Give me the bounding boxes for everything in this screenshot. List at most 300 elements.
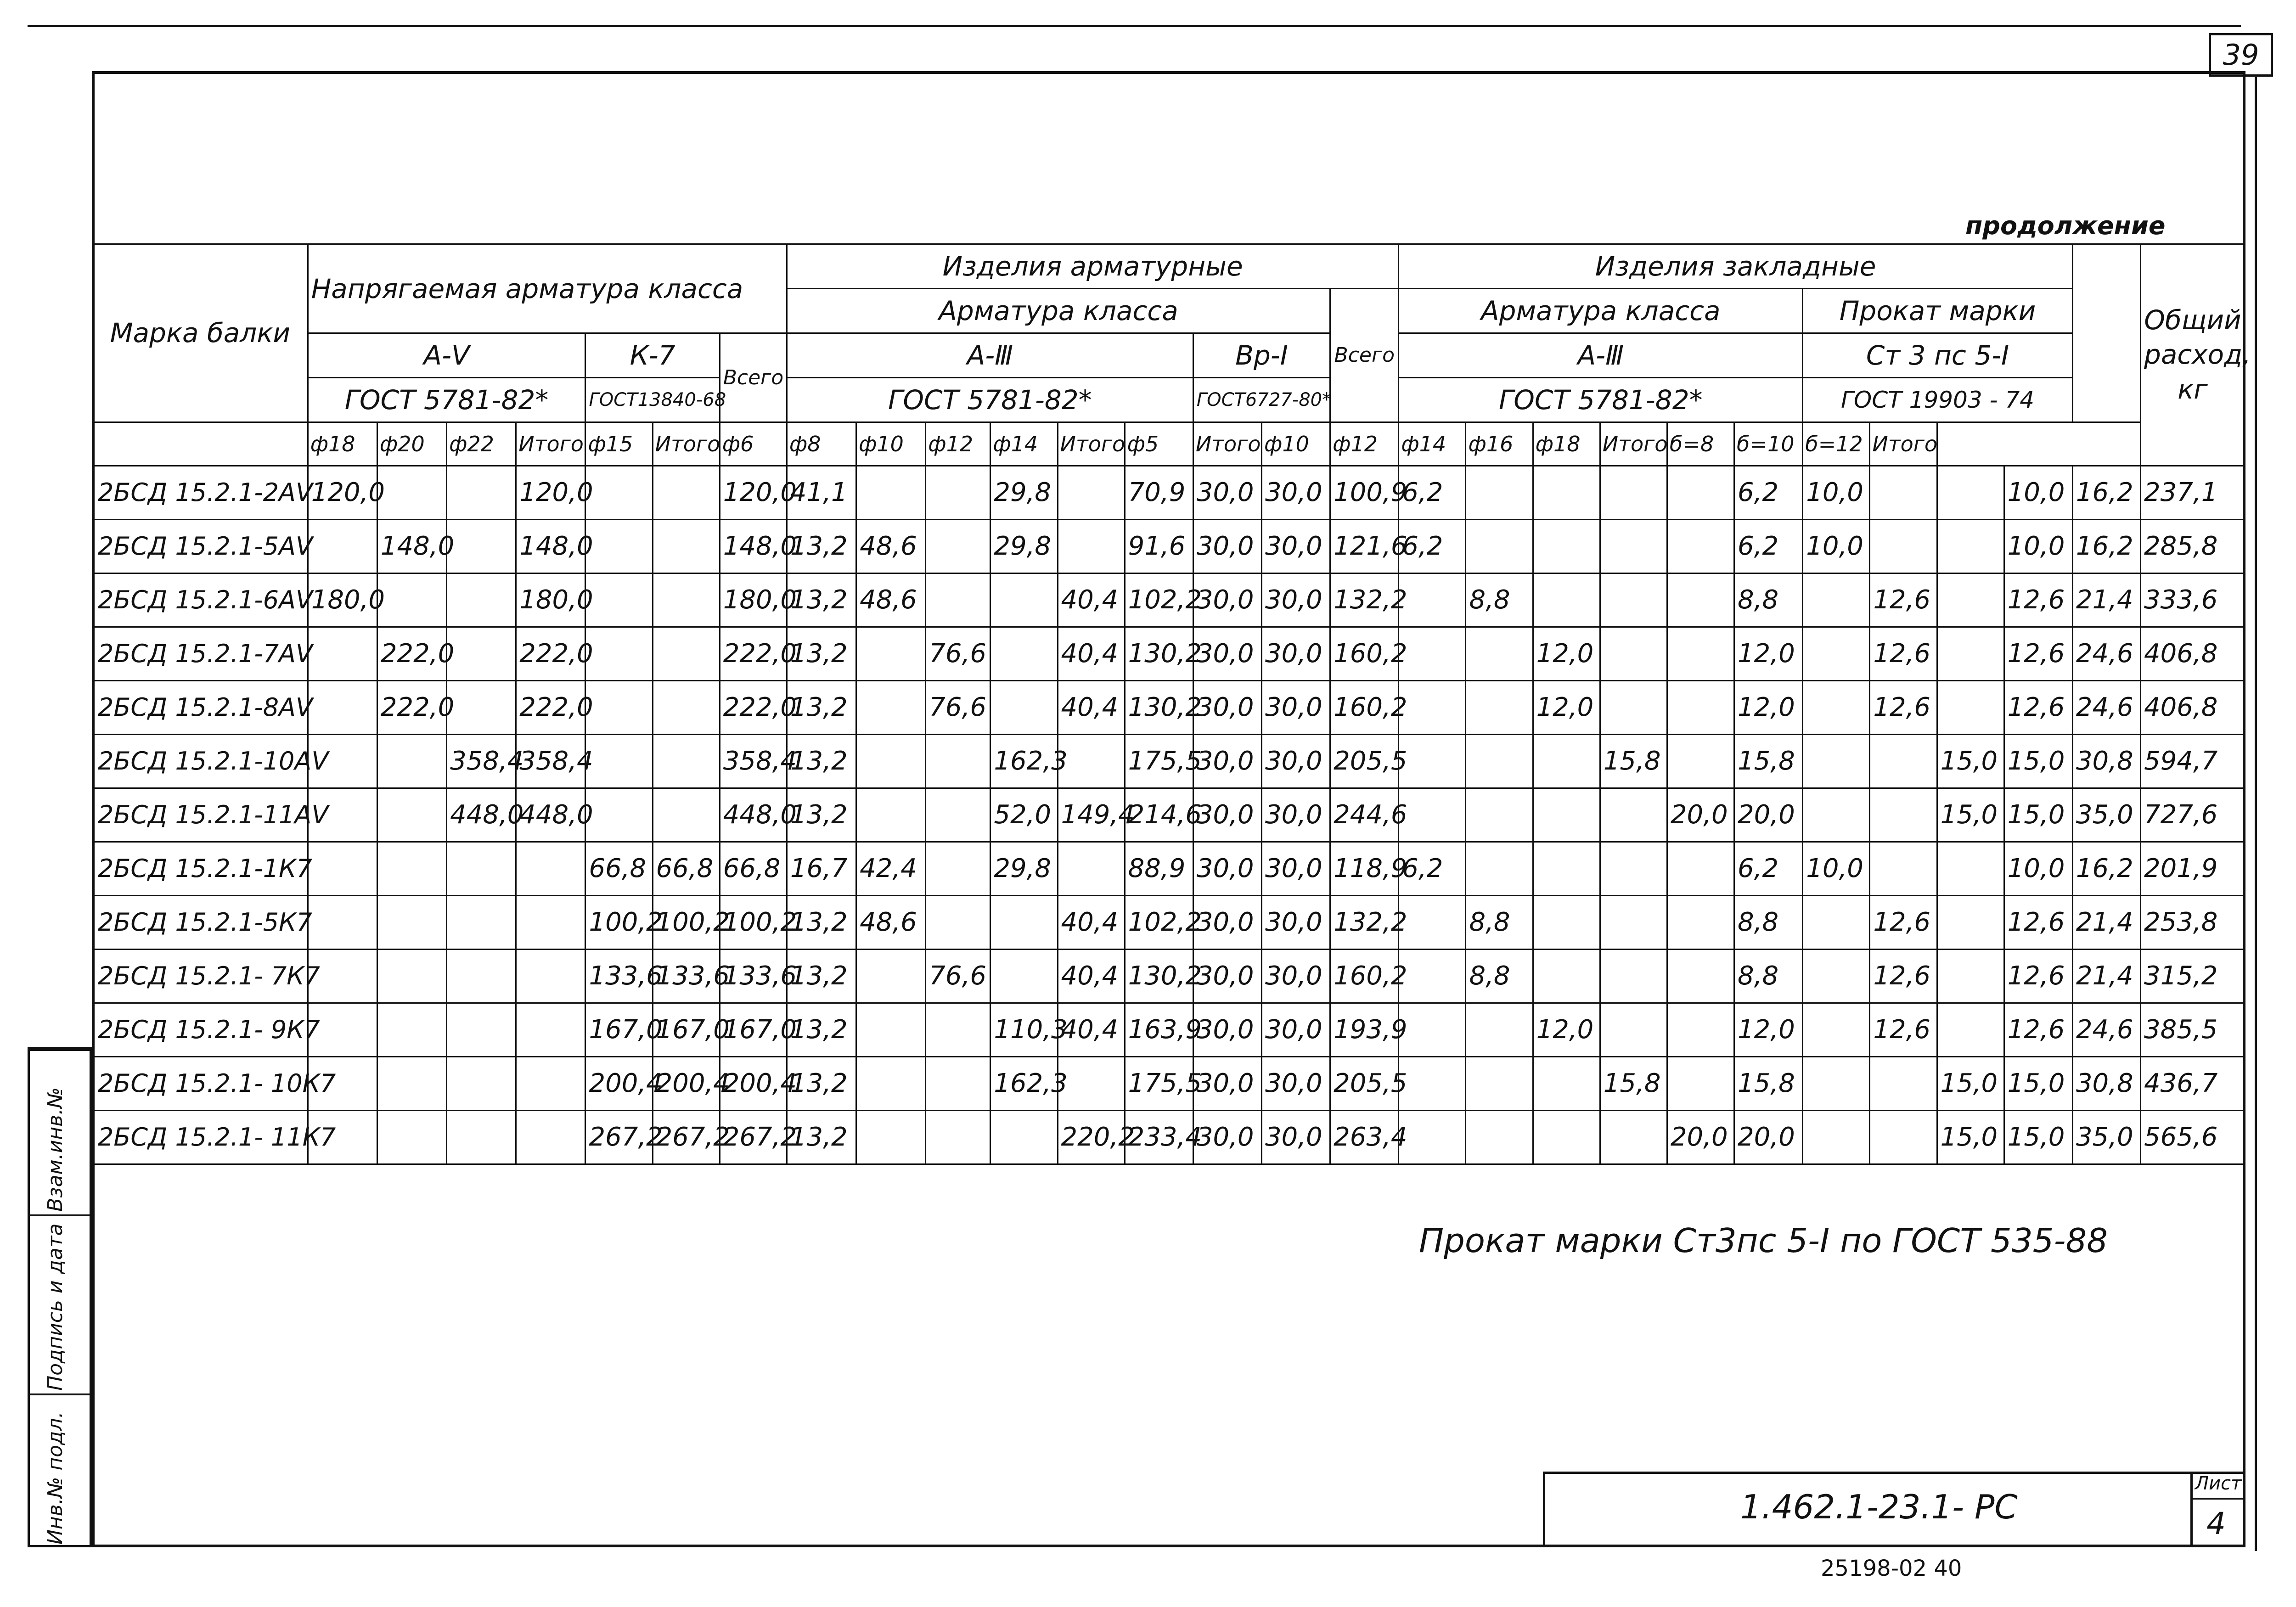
table-cell bbox=[926, 573, 990, 627]
beam-mark-cell: 2БСД 15.2.1-8АⅤ bbox=[93, 681, 308, 735]
rolled-grade-header: Ст 3 пс 5-Ⅰ bbox=[1803, 333, 2073, 378]
table-cell: 12,0 bbox=[1734, 627, 1803, 681]
table-cell bbox=[1466, 842, 1533, 896]
table-cell: 91,6 bbox=[1125, 520, 1193, 573]
table-cell: 15,8 bbox=[1734, 735, 1803, 788]
table-cell: 30,0 bbox=[1193, 1003, 1261, 1057]
table-cell: 244,6 bbox=[1330, 788, 1399, 842]
table-cell: 66,8 bbox=[653, 842, 720, 896]
table-cell: 12,6 bbox=[2004, 1003, 2072, 1057]
table-cell: 35,0 bbox=[2072, 1111, 2140, 1164]
table-cell: 76,6 bbox=[926, 950, 990, 1003]
table-cell bbox=[1466, 1111, 1533, 1164]
table-cell: 148,0 bbox=[720, 520, 787, 573]
table-cell bbox=[1600, 681, 1667, 735]
side-replaced-label: Взам.инв.№ bbox=[44, 1087, 67, 1212]
table-cell bbox=[447, 1003, 516, 1057]
embedded-group-header: Изделия закладные bbox=[1399, 244, 2073, 289]
table-cell: 12,6 bbox=[2004, 627, 2072, 681]
table-cell bbox=[1600, 896, 1667, 950]
table-cell bbox=[377, 735, 446, 788]
table-cell bbox=[447, 1111, 516, 1164]
subcol-header: ф8 bbox=[787, 422, 856, 466]
table-cell bbox=[1803, 681, 1870, 735]
table-cell: 160,2 bbox=[1330, 950, 1399, 1003]
table-cell: 222,0 bbox=[720, 627, 787, 681]
table-cell bbox=[1058, 842, 1125, 896]
table-cell bbox=[1533, 520, 1600, 573]
table-cell bbox=[308, 681, 377, 735]
table-cell bbox=[1870, 466, 1937, 520]
table-cell: 24,6 bbox=[2072, 627, 2140, 681]
table-cell bbox=[653, 573, 720, 627]
table-cell: 132,2 bbox=[1330, 896, 1399, 950]
table-cell bbox=[1803, 1111, 1870, 1164]
table-cell bbox=[856, 788, 926, 842]
table-cell: 130,2 bbox=[1125, 627, 1193, 681]
table-cell: 180,0 bbox=[516, 573, 585, 627]
table-cell bbox=[1399, 735, 1466, 788]
table-cell: 167,0 bbox=[653, 1003, 720, 1057]
table-cell: 10,0 bbox=[1803, 466, 1870, 520]
table-cell: 406,8 bbox=[2141, 681, 2245, 735]
table-cell bbox=[308, 896, 377, 950]
table-cell bbox=[1399, 950, 1466, 1003]
table-cell: 41,1 bbox=[787, 466, 856, 520]
table-cell bbox=[1058, 1057, 1125, 1111]
subcol-header: ф16 bbox=[1466, 422, 1533, 466]
gost-av-header: ГОСТ 5781-82* bbox=[308, 378, 585, 422]
table-cell: 15,0 bbox=[2004, 1057, 2072, 1111]
gost-aiii-emb-header: ГОСТ 5781-82* bbox=[1399, 378, 1803, 422]
table-cell: 30,0 bbox=[1262, 573, 1330, 627]
beam-mark-cell: 2БСД 15.2.1-11АⅤ bbox=[93, 788, 308, 842]
table-cell: 222,0 bbox=[516, 681, 585, 735]
table-cell: 15,8 bbox=[1734, 1057, 1803, 1111]
side-inv-label: Инв.№ подл. bbox=[44, 1411, 67, 1545]
table-cell: 160,2 bbox=[1330, 627, 1399, 681]
table-cell: 30,0 bbox=[1262, 681, 1330, 735]
table-cell: 70,9 bbox=[1125, 466, 1193, 520]
table-cell bbox=[1600, 1111, 1667, 1164]
steel-spec-table bbox=[92, 243, 2251, 1165]
sheet-label: Лист bbox=[2195, 1473, 2242, 1494]
subcol-header: ф18 bbox=[1533, 422, 1600, 466]
table-cell: 13,2 bbox=[787, 1057, 856, 1111]
table-cell: 6,2 bbox=[1399, 842, 1466, 896]
overall-header: Общий расход, кг bbox=[2141, 244, 2245, 466]
table-cell: 21,4 bbox=[2072, 950, 2140, 1003]
table-cell bbox=[1937, 681, 2004, 735]
table-cell bbox=[1803, 735, 1870, 788]
table-cell bbox=[308, 520, 377, 573]
table-cell: 20,0 bbox=[1734, 1111, 1803, 1164]
table-cell bbox=[1600, 788, 1667, 842]
table-row bbox=[93, 1003, 2245, 1057]
subcol-header: б=12 bbox=[1803, 422, 1870, 466]
table-cell: 10,0 bbox=[2004, 842, 2072, 896]
table-cell: 12,0 bbox=[1734, 1003, 1803, 1057]
table-cell bbox=[1870, 520, 1937, 573]
table-cell: 29,8 bbox=[990, 520, 1058, 573]
table-cell: 15,0 bbox=[1937, 1057, 2004, 1111]
subcol-header: ф14 bbox=[1399, 422, 1466, 466]
table-cell bbox=[1600, 842, 1667, 896]
side-stamp bbox=[28, 1047, 92, 1547]
table-cell bbox=[1058, 520, 1125, 573]
table-cell: 30,0 bbox=[1193, 842, 1261, 896]
side-cell-replaced bbox=[30, 1049, 94, 1214]
beam-mark-cell: 2БСД 15.2.1-1К7 bbox=[93, 842, 308, 896]
table-cell: 30,0 bbox=[1262, 1111, 1330, 1164]
table-cell bbox=[516, 1111, 585, 1164]
table-cell bbox=[1466, 1003, 1533, 1057]
table-cell bbox=[653, 466, 720, 520]
table-cell: 13,2 bbox=[787, 1111, 856, 1164]
table-cell: 66,8 bbox=[585, 842, 653, 896]
table-cell bbox=[377, 788, 446, 842]
table-cell bbox=[377, 466, 446, 520]
table-cell bbox=[1803, 573, 1870, 627]
table-cell: 130,2 bbox=[1125, 681, 1193, 735]
table-cell bbox=[926, 1111, 990, 1164]
subcol-header: ф10 bbox=[856, 422, 926, 466]
gost-aiii-header: ГОСТ 5781-82* bbox=[787, 378, 1193, 422]
table-cell: 102,2 bbox=[1125, 573, 1193, 627]
subcol-header: ф15 bbox=[585, 422, 653, 466]
table-cell: 222,0 bbox=[377, 627, 446, 681]
table-cell bbox=[377, 950, 446, 1003]
table-cell bbox=[990, 681, 1058, 735]
table-cell: 48,6 bbox=[856, 520, 926, 573]
table-cell bbox=[856, 681, 926, 735]
gost-vpi-header: ГОСТ6727-80* bbox=[1193, 378, 1330, 422]
table-cell: 133,6 bbox=[653, 950, 720, 1003]
table-cell: 385,5 bbox=[2141, 1003, 2245, 1057]
table-cell bbox=[1667, 842, 1734, 896]
table-cell: 10,0 bbox=[1803, 842, 1870, 896]
table-cell bbox=[990, 573, 1058, 627]
table-cell bbox=[926, 735, 990, 788]
table-cell bbox=[856, 627, 926, 681]
subcol-header: ф18 bbox=[308, 422, 377, 466]
table-cell: 214,6 bbox=[1125, 788, 1193, 842]
table-cell bbox=[585, 573, 653, 627]
table-cell bbox=[1466, 466, 1533, 520]
table-cell: 13,2 bbox=[787, 735, 856, 788]
mark-subheader-blank bbox=[93, 422, 308, 466]
table-cell: 20,0 bbox=[1667, 1111, 1734, 1164]
table-row bbox=[93, 627, 2245, 681]
top-rule bbox=[28, 25, 2241, 27]
table-cell bbox=[653, 520, 720, 573]
table-cell: 448,0 bbox=[447, 788, 516, 842]
table-cell bbox=[1937, 627, 2004, 681]
table-cell: 110,3 bbox=[990, 1003, 1058, 1057]
table-cell bbox=[1399, 896, 1466, 950]
table-cell: 10,0 bbox=[2004, 466, 2072, 520]
table-cell bbox=[516, 1003, 585, 1057]
table-cell: 21,4 bbox=[2072, 573, 2140, 627]
table-cell: 12,6 bbox=[1870, 681, 1937, 735]
table-cell bbox=[856, 1111, 926, 1164]
table-cell: 6,2 bbox=[1399, 466, 1466, 520]
table-cell bbox=[1600, 1003, 1667, 1057]
table-cell bbox=[856, 1003, 926, 1057]
table-cell: 200,4 bbox=[720, 1057, 787, 1111]
products-class-header: Арматура класса bbox=[787, 289, 1330, 333]
table-cell: 30,0 bbox=[1262, 842, 1330, 896]
table-cell bbox=[1399, 627, 1466, 681]
table-cell bbox=[1937, 466, 2004, 520]
subcol-header: Итого bbox=[1193, 422, 1261, 466]
table-cell: 12,6 bbox=[2004, 573, 2072, 627]
table-cell: 30,0 bbox=[1193, 1057, 1261, 1111]
table-cell bbox=[1803, 788, 1870, 842]
table-cell bbox=[1399, 1003, 1466, 1057]
table-cell bbox=[516, 842, 585, 896]
table-cell: 121,6 bbox=[1330, 520, 1399, 573]
table-cell bbox=[585, 788, 653, 842]
table-cell: 30,0 bbox=[1262, 466, 1330, 520]
table-cell bbox=[1937, 896, 2004, 950]
table-cell bbox=[447, 950, 516, 1003]
subcol-header: ф22 bbox=[447, 422, 516, 466]
table-cell: 120,0 bbox=[720, 466, 787, 520]
table-cell: 222,0 bbox=[516, 627, 585, 681]
table-row bbox=[93, 896, 2245, 950]
table-cell: 333,6 bbox=[2141, 573, 2245, 627]
subcol-header: б=8 bbox=[1667, 422, 1734, 466]
table-cell bbox=[1870, 735, 1937, 788]
table-cell: 315,2 bbox=[2141, 950, 2245, 1003]
table-cell: 285,8 bbox=[2141, 520, 2245, 573]
table-cell: 100,2 bbox=[653, 896, 720, 950]
table-cell: 12,6 bbox=[1870, 950, 1937, 1003]
table-cell: 6,2 bbox=[1399, 520, 1466, 573]
table-cell bbox=[1667, 735, 1734, 788]
table-cell bbox=[1466, 520, 1533, 573]
table-cell: 40,4 bbox=[1058, 896, 1125, 950]
table-cell bbox=[1937, 1003, 2004, 1057]
table-row bbox=[93, 842, 2245, 896]
table-cell: 358,4 bbox=[447, 735, 516, 788]
table-cell bbox=[447, 573, 516, 627]
table-cell bbox=[1667, 573, 1734, 627]
table-cell bbox=[1399, 1111, 1466, 1164]
table-cell: 30,0 bbox=[1262, 1057, 1330, 1111]
table-row bbox=[93, 466, 2245, 520]
table-cell: 100,2 bbox=[720, 896, 787, 950]
table-cell: 175,5 bbox=[1125, 1057, 1193, 1111]
beam-mark-cell: 2БСД 15.2.1- 9К7 bbox=[93, 1003, 308, 1057]
table-cell: 12,0 bbox=[1533, 627, 1600, 681]
document-code: 1.462.1-23.1- РС bbox=[1740, 1488, 2018, 1526]
table-cell bbox=[1667, 681, 1734, 735]
table-cell: 16,7 bbox=[787, 842, 856, 896]
table-cell: 118,9 bbox=[1330, 842, 1399, 896]
table-cell: 15,0 bbox=[1937, 735, 2004, 788]
table-cell: 267,2 bbox=[653, 1111, 720, 1164]
table-cell: 12,0 bbox=[1533, 681, 1600, 735]
table-cell: 233,4 bbox=[1125, 1111, 1193, 1164]
table-cell: 15,8 bbox=[1600, 735, 1667, 788]
table-cell: 40,4 bbox=[1058, 627, 1125, 681]
table-cell bbox=[447, 896, 516, 950]
table-cell: 436,7 bbox=[2141, 1057, 2245, 1111]
table-cell: 200,4 bbox=[653, 1057, 720, 1111]
table-cell bbox=[990, 1111, 1058, 1164]
beam-mark-cell: 2БСД 15.2.1- 10К7 bbox=[93, 1057, 308, 1111]
table-cell: 148,0 bbox=[516, 520, 585, 573]
gost-rolled-header: ГОСТ 19903 - 74 bbox=[1803, 378, 2073, 422]
table-cell bbox=[585, 466, 653, 520]
class-k7-header: К-7 bbox=[585, 333, 720, 378]
table-cell: 35,0 bbox=[2072, 788, 2140, 842]
table-cell: 149,4 bbox=[1058, 788, 1125, 842]
table-cell: 358,4 bbox=[720, 735, 787, 788]
table-cell bbox=[1937, 520, 2004, 573]
table-cell bbox=[1058, 466, 1125, 520]
table-cell bbox=[856, 1057, 926, 1111]
table-cell: 13,2 bbox=[787, 573, 856, 627]
table-cell bbox=[1870, 842, 1937, 896]
table-cell: 727,6 bbox=[2141, 788, 2245, 842]
table-cell bbox=[447, 466, 516, 520]
table-cell: 13,2 bbox=[787, 681, 856, 735]
table-cell bbox=[1803, 950, 1870, 1003]
table-cell bbox=[990, 627, 1058, 681]
table-cell: 8,8 bbox=[1734, 573, 1803, 627]
table-cell bbox=[377, 842, 446, 896]
table-cell: 162,3 bbox=[990, 1057, 1058, 1111]
table-cell bbox=[1667, 466, 1734, 520]
table-cell: 100,9 bbox=[1330, 466, 1399, 520]
beam-mark-cell: 2БСД 15.2.1-5К7 bbox=[93, 896, 308, 950]
header-row-3 bbox=[93, 333, 2245, 378]
table-cell bbox=[1870, 788, 1937, 842]
subcol-header: ф14 bbox=[990, 422, 1058, 466]
table-cell bbox=[1937, 573, 2004, 627]
table-row bbox=[93, 573, 2245, 627]
rolled-header: Прокат марки bbox=[1803, 289, 2073, 333]
table-cell: 30,0 bbox=[1193, 520, 1261, 573]
gost-k7-header: ГОСТ13840-68 bbox=[585, 378, 720, 422]
table-cell bbox=[1870, 1111, 1937, 1164]
table-cell: 167,0 bbox=[720, 1003, 787, 1057]
table-cell bbox=[1937, 842, 2004, 896]
table-cell: 15,8 bbox=[1600, 1057, 1667, 1111]
table-cell: 8,8 bbox=[1466, 573, 1533, 627]
table-cell bbox=[447, 1057, 516, 1111]
beam-mark-cell: 2БСД 15.2.1-7АⅤ bbox=[93, 627, 308, 681]
table-cell: 8,8 bbox=[1734, 896, 1803, 950]
table-cell: 30,0 bbox=[1262, 520, 1330, 573]
table-cell bbox=[1466, 627, 1533, 681]
table-cell: 222,0 bbox=[720, 681, 787, 735]
table-cell bbox=[1466, 788, 1533, 842]
table-cell: 76,6 bbox=[926, 627, 990, 681]
table-cell: 30,0 bbox=[1262, 735, 1330, 788]
table-cell bbox=[1533, 896, 1600, 950]
table-cell: 201,9 bbox=[2141, 842, 2245, 896]
table-cell: 30,8 bbox=[2072, 735, 2140, 788]
table-cell: 12,6 bbox=[2004, 681, 2072, 735]
table-cell: 24,6 bbox=[2072, 1003, 2140, 1057]
continued-label: продолжение bbox=[1965, 211, 2166, 240]
table-cell: 42,4 bbox=[856, 842, 926, 896]
table-cell bbox=[1466, 735, 1533, 788]
table-cell bbox=[926, 520, 990, 573]
table-cell bbox=[856, 466, 926, 520]
table-cell: 16,2 bbox=[2072, 842, 2140, 896]
mark-header: Марка балки bbox=[93, 244, 308, 422]
table-cell: 30,0 bbox=[1193, 896, 1261, 950]
table-cell bbox=[1667, 896, 1734, 950]
table-cell: 29,8 bbox=[990, 842, 1058, 896]
table-cell: 30,0 bbox=[1193, 466, 1261, 520]
table-cell bbox=[926, 842, 990, 896]
table-cell bbox=[447, 627, 516, 681]
table-cell bbox=[1803, 896, 1870, 950]
subcol-header: Итого bbox=[516, 422, 585, 466]
table-cell: 30,0 bbox=[1193, 573, 1261, 627]
table-cell bbox=[1399, 1057, 1466, 1111]
table-cell bbox=[447, 681, 516, 735]
subcol-header: ф12 bbox=[1330, 422, 1399, 466]
table-cell: 8,8 bbox=[1734, 950, 1803, 1003]
table-cell bbox=[377, 1057, 446, 1111]
beam-mark-cell: 2БСД 15.2.1-6АⅤ bbox=[93, 573, 308, 627]
table-cell: 48,6 bbox=[856, 573, 926, 627]
table-cell: 160,2 bbox=[1330, 681, 1399, 735]
table-cell: 12,6 bbox=[2004, 896, 2072, 950]
table-cell: 180,0 bbox=[308, 573, 377, 627]
table-cell bbox=[585, 520, 653, 573]
table-cell: 88,9 bbox=[1125, 842, 1193, 896]
table-cell bbox=[1600, 950, 1667, 1003]
table-cell bbox=[1667, 627, 1734, 681]
table-cell: 162,3 bbox=[990, 735, 1058, 788]
table-cell bbox=[1058, 735, 1125, 788]
table-cell bbox=[585, 627, 653, 681]
table-cell bbox=[1870, 1057, 1937, 1111]
table-cell: 148,0 bbox=[377, 520, 446, 573]
table-cell: 102,2 bbox=[1125, 896, 1193, 950]
right-edge-line bbox=[2255, 77, 2257, 1551]
table-cell: 263,4 bbox=[1330, 1111, 1399, 1164]
table-cell bbox=[990, 896, 1058, 950]
table-cell bbox=[585, 735, 653, 788]
table-cell bbox=[926, 1003, 990, 1057]
header-row-1 bbox=[93, 244, 2245, 289]
table-cell bbox=[1399, 681, 1466, 735]
table-cell: 12,6 bbox=[2004, 950, 2072, 1003]
table-cell: 12,6 bbox=[1870, 573, 1937, 627]
table-cell bbox=[1600, 520, 1667, 573]
table-cell: 30,0 bbox=[1193, 788, 1261, 842]
table-cell: 12,6 bbox=[1870, 1003, 1937, 1057]
table-cell bbox=[1600, 466, 1667, 520]
subcol-header: ф6 bbox=[720, 422, 787, 466]
table-cell bbox=[1466, 681, 1533, 735]
table-cell bbox=[516, 950, 585, 1003]
table-cell: 220,2 bbox=[1058, 1111, 1125, 1164]
table-cell: 12,6 bbox=[1870, 896, 1937, 950]
subcol-header: ф12 bbox=[926, 422, 990, 466]
table-cell bbox=[585, 681, 653, 735]
table-row bbox=[93, 735, 2245, 788]
